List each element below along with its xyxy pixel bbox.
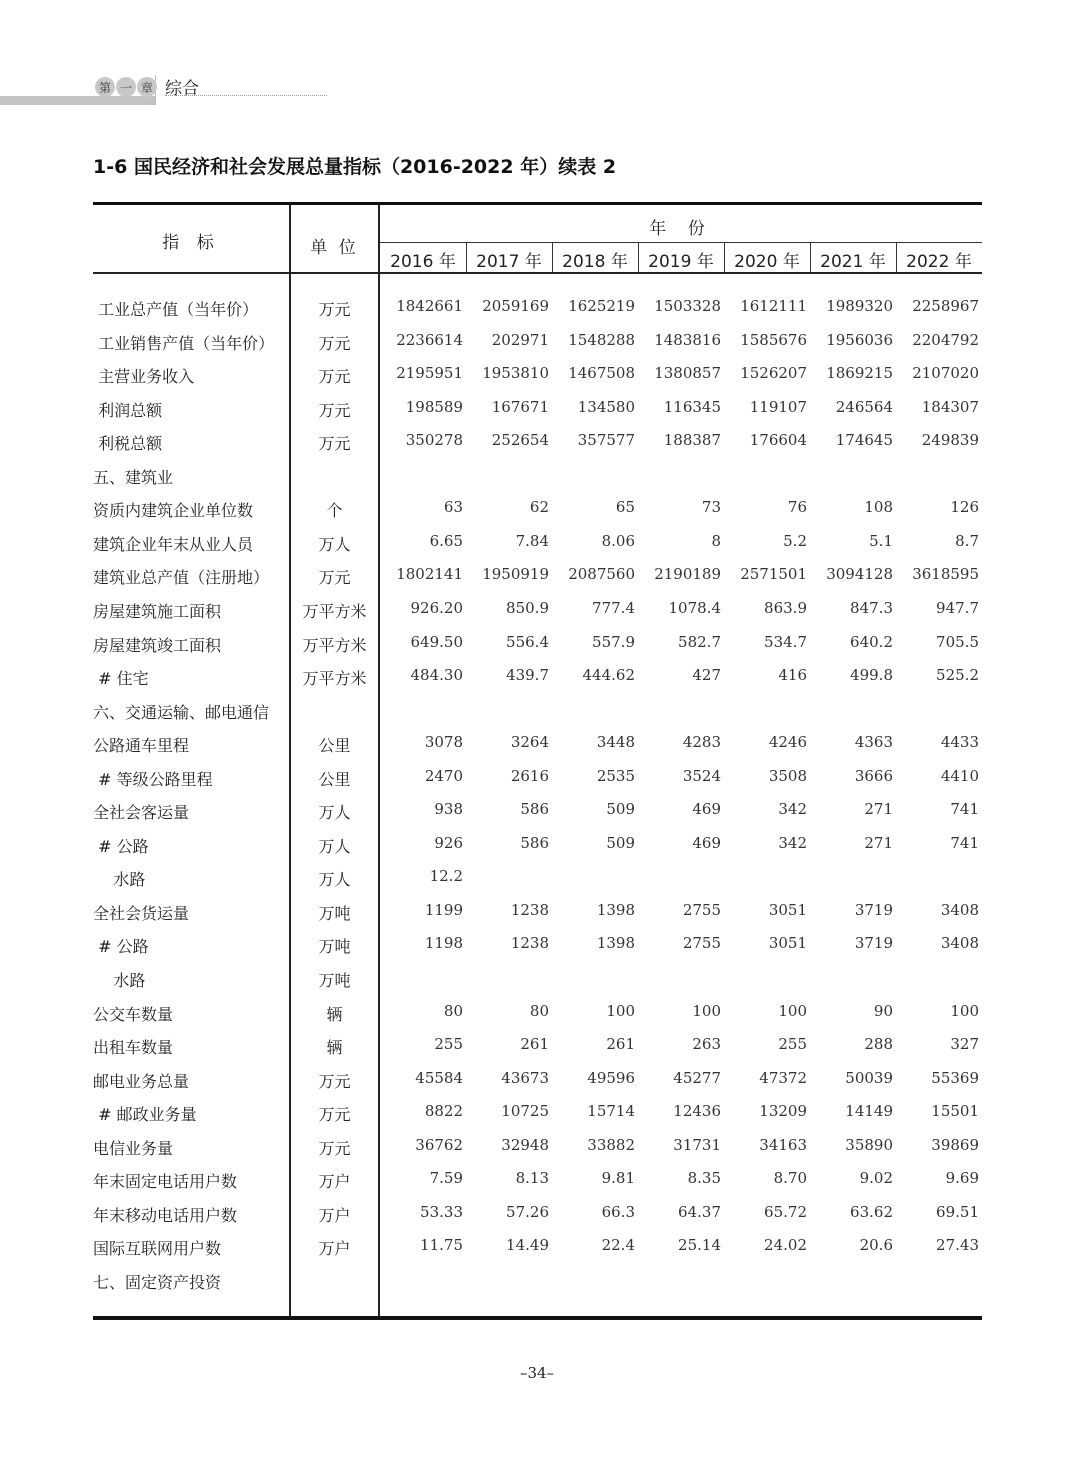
row-value: 261: [606, 1035, 635, 1054]
row-value: 7.59: [429, 1169, 463, 1188]
row-value: 255: [778, 1035, 807, 1054]
header-dotted-rule: [165, 95, 327, 96]
chapter-char: 第: [95, 77, 115, 97]
row-value: 1503328: [654, 297, 721, 315]
row-unit: 万平方米: [302, 635, 367, 655]
row-value: 65.72: [764, 1202, 807, 1221]
row-value: 586: [520, 800, 549, 819]
row-value: 43673: [501, 1068, 549, 1087]
row-value: 8: [711, 531, 721, 550]
row-value: 57.26: [506, 1202, 549, 1221]
row-unit: 万户: [318, 1239, 351, 1259]
row-unit: 万元: [318, 300, 351, 319]
row-value: 1989320: [826, 297, 893, 315]
row-value: 342: [778, 800, 807, 819]
row-value: 14149: [845, 1102, 893, 1121]
row-value: 2107020: [912, 364, 979, 383]
row-value: 1842661: [396, 297, 463, 315]
table-bottom-rule: [93, 1316, 982, 1320]
table-row: [93, 1236, 982, 1266]
row-value: 8.13: [515, 1169, 549, 1188]
row-unit: 万元: [318, 400, 351, 420]
row-value: 263: [692, 1035, 721, 1054]
table-row: [93, 364, 982, 394]
row-value: 34163: [759, 1135, 807, 1154]
row-value: 1198: [424, 934, 463, 953]
row-value: 15714: [587, 1102, 635, 1121]
row-indicator: 年末固定电话用户数: [93, 1172, 238, 1192]
row-value: 63.62: [850, 1202, 893, 1221]
row-value: 271: [864, 800, 893, 819]
row-value: 6.65: [429, 531, 463, 550]
year-divider: [638, 243, 639, 272]
row-value: 176604: [749, 431, 807, 450]
row-value: 3524: [682, 766, 721, 785]
row-indicator: 七、固定资产投资: [93, 1272, 222, 1292]
row-value: 557.9: [592, 632, 635, 651]
row-value: 2571501: [740, 565, 807, 584]
row-indicator: 房屋建筑竣工面积: [93, 635, 222, 655]
row-indicator: 水路: [93, 971, 146, 990]
row-indicator: 公路通车里程: [93, 736, 190, 756]
row-value: 3094128: [826, 565, 893, 584]
header-unit: 单 位: [310, 238, 359, 258]
row-unit: 万元: [318, 1105, 351, 1125]
row-value: 741: [950, 800, 979, 819]
row-unit: 万元: [318, 367, 351, 387]
row-indicator: 建筑业总产值（注册地）: [93, 568, 270, 588]
row-value: 100: [950, 1001, 979, 1020]
row-value: 2616: [510, 766, 549, 785]
row-value: 1398: [596, 934, 635, 953]
row-value: 12436: [673, 1102, 721, 1121]
row-value: 126: [950, 498, 979, 517]
table-row: [93, 633, 982, 663]
row-value: 427: [692, 666, 721, 685]
row-value: 2190189: [654, 565, 721, 584]
row-value: 2755: [682, 900, 721, 919]
row-unit: 万吨: [318, 937, 351, 957]
row-value: 198589: [405, 397, 463, 416]
row-value: 416: [778, 666, 807, 685]
section-name: 综合: [165, 79, 199, 99]
row-unit: 公里: [318, 736, 351, 756]
row-value: 1802141: [396, 565, 463, 584]
row-value: 469: [692, 833, 721, 852]
row-value: 76: [787, 498, 807, 517]
row-value: 119107: [749, 397, 807, 416]
year-header: 2019 年: [648, 252, 714, 272]
row-value: 33882: [587, 1135, 635, 1154]
table-row: [93, 934, 982, 964]
row-value: 9.02: [859, 1169, 893, 1188]
row-unit: 公里: [318, 769, 351, 789]
row-value: 3051: [768, 934, 807, 953]
row-indicator: 利润总额: [93, 400, 163, 420]
row-value: 556.4: [506, 632, 549, 651]
row-value: 357577: [577, 431, 635, 450]
row-value: 65: [615, 498, 635, 517]
row-unit: 万户: [318, 1205, 351, 1225]
row-value: 8822: [424, 1102, 463, 1121]
table-row: [93, 1102, 982, 1132]
row-value: 3719: [854, 934, 893, 953]
row-indicator: # 等级公路里程: [93, 769, 213, 789]
row-value: 705.5: [936, 632, 979, 651]
row-value: 252654: [491, 431, 549, 450]
row-value: 1467508: [568, 364, 635, 383]
page-number: –34–: [519, 1364, 555, 1382]
table-header-rule: [93, 272, 982, 274]
row-value: 926: [434, 833, 463, 852]
row-value: 2535: [596, 766, 635, 785]
table-row: [93, 700, 982, 730]
row-value: 640.2: [850, 632, 893, 651]
row-value: 1078.4: [668, 598, 721, 617]
row-unit: 万元: [318, 333, 351, 353]
row-value: 2195951: [396, 364, 463, 383]
row-indicator: # 公路: [93, 836, 149, 856]
row-value: 582.7: [678, 632, 721, 651]
row-indicator: 房屋建筑施工面积: [93, 601, 222, 621]
table-row: [93, 767, 982, 797]
row-value: 9.81: [601, 1169, 635, 1188]
row-indicator: 资质内建筑企业单位数: [93, 501, 254, 521]
row-indicator: 国际互联网用户数: [93, 1239, 222, 1259]
row-value: 1483816: [654, 330, 721, 349]
table-row: [93, 297, 982, 327]
row-value: 3618595: [912, 565, 979, 584]
year-header: 2018 年: [562, 252, 628, 272]
row-value: 1238: [510, 934, 549, 953]
row-value: 3264: [510, 733, 549, 752]
row-value: 255: [434, 1035, 463, 1054]
row-value: 2470: [424, 766, 463, 785]
row-unit: 万户: [318, 1172, 351, 1192]
row-value: 586: [520, 833, 549, 852]
row-value: 45584: [415, 1068, 463, 1087]
row-value: 1548288: [568, 330, 635, 349]
row-unit: 万吨: [318, 903, 351, 923]
row-value: 327: [950, 1035, 979, 1054]
row-value: 777.4: [592, 598, 635, 617]
row-value: 499.8: [850, 666, 893, 685]
table-row: [93, 599, 982, 629]
row-value: 1199: [424, 900, 463, 919]
row-value: 2059169: [482, 297, 549, 315]
row-indicator: 全社会货运量: [93, 903, 190, 923]
row-value: 62: [529, 498, 549, 517]
row-value: 484.30: [410, 666, 463, 685]
row-value: 741: [950, 833, 979, 852]
row-indicator: 五、建筑业: [93, 467, 174, 487]
year-divider: [724, 243, 725, 272]
row-value: 4283: [682, 733, 721, 752]
table-row: [93, 1203, 982, 1233]
year-header: 2016 年: [390, 252, 456, 272]
row-value: 35890: [845, 1135, 893, 1154]
row-unit: 万吨: [318, 971, 351, 990]
row-value: 2087560: [568, 565, 635, 584]
chapter-char: 一: [116, 77, 136, 97]
row-value: 3408: [940, 934, 979, 953]
row-value: 116345: [663, 397, 721, 416]
row-value: 3666: [854, 766, 893, 785]
row-value: 66.3: [601, 1202, 635, 1221]
row-unit: 万元: [318, 1138, 351, 1158]
table-row: [93, 465, 982, 495]
row-value: 342: [778, 833, 807, 852]
table-row: [93, 800, 982, 830]
row-indicator: 公交车数量: [93, 1004, 174, 1024]
table-row: [93, 733, 982, 763]
row-value: 1625219: [568, 297, 635, 315]
row-value: 246564: [835, 397, 893, 416]
row-value: 2755: [682, 934, 721, 953]
row-value: 350278: [405, 431, 463, 450]
row-value: 20.6: [859, 1236, 893, 1255]
row-value: 249839: [921, 431, 979, 450]
row-value: 7.84: [515, 531, 549, 550]
row-value: 261: [520, 1035, 549, 1054]
table-row: [93, 834, 982, 864]
row-indicator: 电信业务量: [93, 1138, 174, 1158]
row-indicator: # 邮政业务量: [93, 1105, 197, 1125]
row-value: 271: [864, 833, 893, 852]
row-value: 288: [864, 1035, 893, 1054]
row-unit: 万人: [318, 803, 351, 823]
row-value: 45277: [673, 1068, 721, 1087]
row-value: 174645: [835, 431, 893, 450]
table-row: [93, 331, 982, 361]
row-value: 36762: [415, 1135, 463, 1154]
table-row: [93, 901, 982, 931]
row-value: 439.7: [506, 666, 549, 685]
row-value: 49596: [587, 1068, 635, 1087]
row-indicator: 出租车数量: [93, 1038, 174, 1058]
row-indicator: 主营业务收入: [93, 367, 195, 387]
row-value: 73: [701, 498, 721, 517]
row-value: 53.33: [420, 1202, 463, 1221]
row-value: 9.69: [945, 1169, 979, 1188]
row-value: 80: [443, 1001, 463, 1020]
row-value: 8.70: [773, 1169, 807, 1188]
row-value: 4363: [854, 733, 893, 752]
year-header: 2017 年: [476, 252, 542, 272]
year-header: 2020 年: [734, 252, 800, 272]
row-value: 10725: [501, 1102, 549, 1121]
row-unit: 万元: [318, 1071, 351, 1091]
row-unit: 个: [326, 501, 343, 521]
header-bar: [0, 96, 155, 105]
row-value: 1612111: [740, 297, 807, 315]
year-divider: [810, 243, 811, 272]
row-value: 13209: [759, 1102, 807, 1121]
row-value: 15501: [931, 1102, 979, 1121]
chapter-badge: [95, 77, 157, 97]
row-indicator: 邮电业务总量: [93, 1071, 190, 1091]
year-header: 2021 年: [820, 252, 886, 272]
row-value: 4410: [940, 766, 979, 785]
table-top-rule: [93, 202, 982, 205]
row-unit: 万人: [318, 534, 351, 554]
row-value: 1953810: [482, 364, 549, 383]
row-indicator: 建筑企业年末从业人员: [93, 534, 254, 554]
row-value: 509: [606, 800, 635, 819]
row-value: 90: [873, 1001, 893, 1020]
row-value: 926.20: [410, 598, 463, 617]
row-unit: 辆: [326, 1038, 343, 1058]
row-value: 8.35: [687, 1169, 721, 1188]
row-value: 1526207: [740, 364, 807, 383]
row-value: 184307: [921, 397, 979, 416]
row-value: 947.7: [936, 598, 979, 617]
table-row: [93, 431, 982, 461]
row-value: 134580: [577, 397, 635, 416]
row-value: 50039: [845, 1068, 893, 1087]
table-row: [93, 1035, 982, 1065]
row-value: 100: [778, 1001, 807, 1020]
table-row: [93, 1270, 982, 1300]
row-value: 100: [606, 1001, 635, 1020]
row-value: 22.4: [601, 1236, 635, 1255]
table-row: [93, 1136, 982, 1166]
row-value: 1398: [596, 900, 635, 919]
year-divider: [552, 243, 553, 272]
table-row: [93, 666, 982, 696]
row-value: 167671: [491, 397, 549, 416]
row-unit: 万平方米: [302, 601, 367, 621]
row-unit: 辆: [326, 1004, 343, 1024]
row-value: 3508: [768, 766, 807, 785]
row-value: 55369: [931, 1068, 979, 1087]
row-value: 64.37: [678, 1202, 721, 1221]
row-value: 525.2: [936, 666, 979, 685]
row-value: 938: [434, 800, 463, 819]
row-value: 4433: [940, 733, 979, 752]
row-indicator: 全社会客运量: [93, 803, 190, 823]
row-value: 847.3: [850, 598, 893, 617]
table-row: [93, 565, 982, 595]
row-indicator: # 公路: [93, 937, 149, 957]
row-value: 31731: [673, 1135, 721, 1154]
table-row: [93, 532, 982, 562]
row-value: 11.75: [420, 1236, 463, 1255]
row-value: 1950919: [482, 565, 549, 584]
row-value: 2258967: [912, 297, 979, 315]
row-value: 27.43: [936, 1236, 979, 1255]
row-value: 39869: [931, 1135, 979, 1154]
year-group-rule: [380, 242, 982, 243]
row-value: 47372: [759, 1068, 807, 1087]
row-unit: 万元: [318, 568, 351, 588]
table-title: 1-6 国民经济和社会发展总量指标（2016-2022 年）续表 2: [93, 156, 617, 178]
row-value: 12.2: [429, 867, 463, 886]
row-value: 100: [692, 1001, 721, 1020]
row-unit: 万人: [318, 870, 351, 890]
row-indicator: 水路: [93, 870, 146, 890]
row-value: 1956036: [826, 330, 893, 349]
row-unit: 万平方米: [302, 669, 367, 689]
row-value: 1585676: [740, 330, 807, 349]
row-value: 32948: [501, 1135, 549, 1154]
row-value: 24.02: [764, 1236, 807, 1255]
row-value: 444.62: [582, 666, 635, 685]
chapter-char: 章: [137, 77, 157, 97]
row-indicator: 六、交通运输、邮电通信: [93, 702, 270, 722]
row-indicator: 工业总产值（当年价）: [93, 300, 259, 319]
row-indicator: # 住宅: [93, 669, 149, 689]
row-value: 850.9: [506, 598, 549, 617]
row-value: 649.50: [410, 632, 463, 651]
row-value: 188387: [663, 431, 721, 450]
row-value: 4246: [768, 733, 807, 752]
table-row: [93, 398, 982, 428]
row-indicator: 利税总额: [93, 434, 163, 454]
row-value: 14.49: [506, 1236, 549, 1255]
row-value: 509: [606, 833, 635, 852]
row-value: 1238: [510, 900, 549, 919]
row-value: 5.1: [869, 531, 893, 550]
row-value: 3408: [940, 900, 979, 919]
row-value: 8.7: [955, 531, 979, 550]
header-years-group: 年 份: [649, 219, 713, 239]
row-value: 63: [443, 498, 463, 517]
row-value: 3078: [424, 733, 463, 752]
year-divider: [896, 243, 897, 272]
row-indicator: 工业销售产值（当年价）: [93, 333, 275, 353]
table-row: [93, 867, 982, 897]
row-unit: 万人: [318, 836, 351, 856]
row-indicator: 年末移动电话用户数: [93, 1205, 238, 1225]
row-value: 108: [864, 498, 893, 517]
table-row: [93, 1069, 982, 1099]
header-indicator: 指 标: [162, 233, 220, 253]
row-value: 69.51: [936, 1202, 979, 1221]
row-value: 8.06: [601, 531, 635, 550]
row-value: 3719: [854, 900, 893, 919]
table-row: [93, 968, 982, 998]
row-value: 534.7: [764, 632, 807, 651]
table-row: [93, 1002, 982, 1032]
row-unit: 万元: [318, 434, 351, 454]
row-value: 3051: [768, 900, 807, 919]
row-value: 469: [692, 800, 721, 819]
row-value: 80: [529, 1001, 549, 1020]
table-row: [93, 498, 982, 528]
year-divider: [466, 243, 467, 272]
row-value: 1869215: [826, 364, 893, 383]
year-header: 2022 年: [906, 252, 972, 272]
table-row: [93, 1169, 982, 1199]
row-value: 25.14: [678, 1236, 721, 1255]
row-value: 3448: [596, 733, 635, 752]
row-value: 202971: [491, 330, 549, 349]
row-value: 5.2: [783, 531, 807, 550]
row-value: 2236614: [396, 330, 463, 349]
row-value: 2204792: [912, 330, 979, 349]
row-value: 1380857: [654, 364, 721, 383]
row-value: 863.9: [764, 598, 807, 617]
